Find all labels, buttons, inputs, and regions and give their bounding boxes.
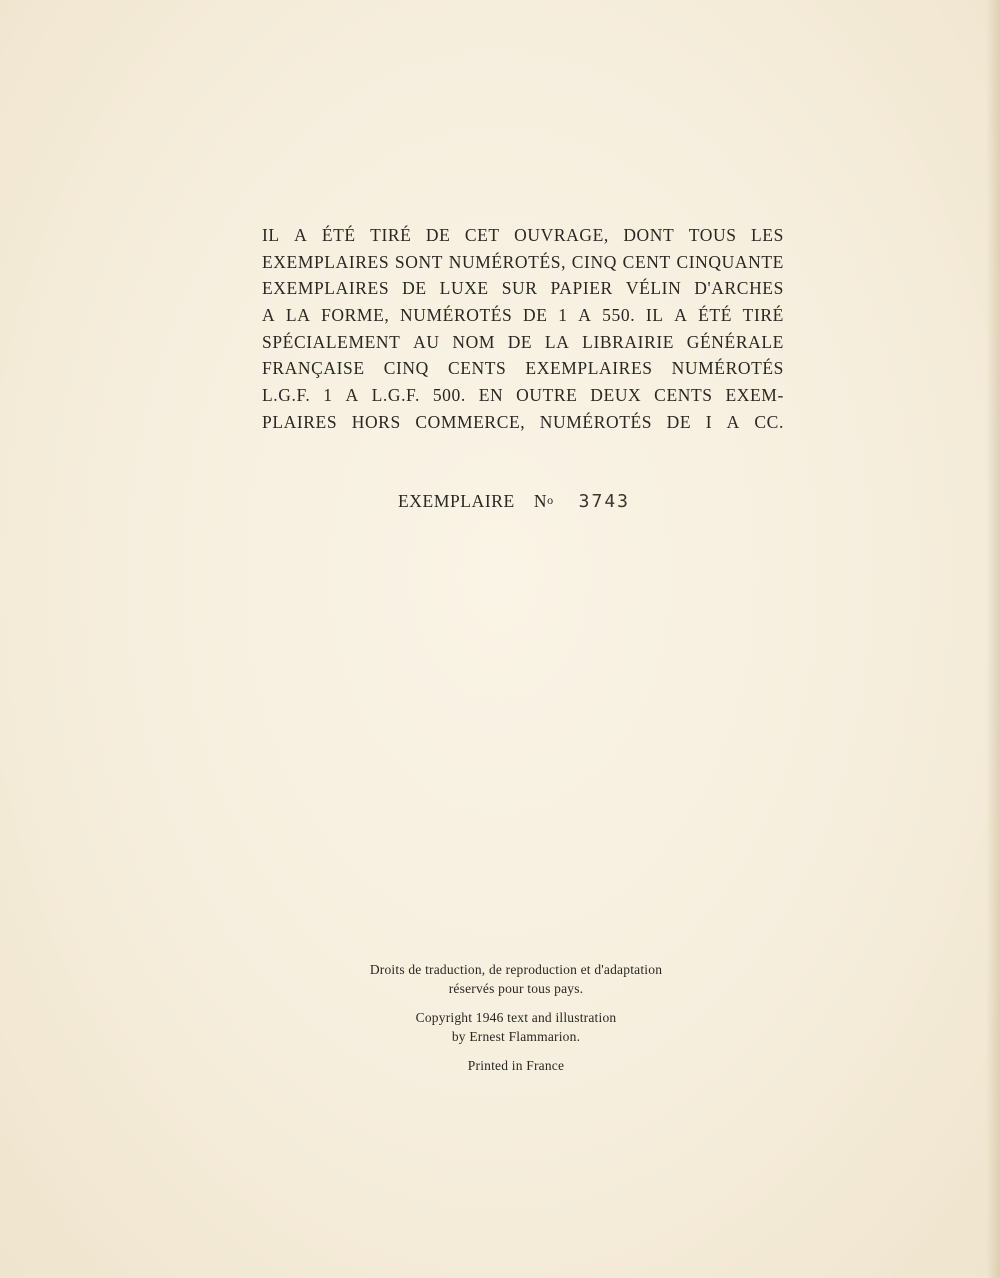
edition-notice bbox=[262, 222, 784, 436]
notice-word: SPÉCIALEMENT bbox=[262, 331, 401, 352]
notice-word: DEUX bbox=[590, 385, 642, 406]
notice-word: LA bbox=[544, 331, 570, 352]
notice-word: EXEMPLAIRES bbox=[262, 278, 390, 299]
notice-word: CC. bbox=[754, 411, 784, 432]
notice-word: AU bbox=[413, 331, 440, 352]
notice-word: EXEM- bbox=[725, 385, 784, 406]
notice-word: A bbox=[294, 225, 308, 245]
notice-word: FRANÇAISE bbox=[262, 358, 365, 379]
notice-word: DE bbox=[666, 411, 692, 432]
notice-word: VÉLIN bbox=[625, 278, 682, 299]
notice-word: A bbox=[345, 385, 359, 406]
notice-word: LA bbox=[285, 305, 311, 326]
notice-word: CET bbox=[464, 225, 500, 245]
notice-word: EXEMPLAIRES bbox=[525, 358, 653, 379]
notice-word: TIRÉ bbox=[742, 305, 784, 326]
notice-word: FORME, bbox=[321, 305, 390, 326]
notice-word: SUR bbox=[501, 278, 538, 299]
notice-word: IL bbox=[262, 225, 280, 245]
notice-word: NUMÉROTÉS bbox=[539, 411, 653, 432]
notice-word: CINQUANTE bbox=[676, 251, 784, 272]
notice-word: 550. bbox=[602, 305, 636, 326]
notice-word: A bbox=[578, 305, 592, 326]
copyright-line: by Ernest Flammarion. bbox=[451, 1029, 581, 1044]
notice-word: ÉTÉ bbox=[698, 305, 732, 326]
notice-word: CINQ bbox=[571, 251, 617, 272]
notice-word: DE bbox=[402, 278, 427, 299]
notice-line bbox=[262, 302, 784, 329]
notice-line bbox=[262, 409, 784, 436]
notice-word: PAPIER bbox=[550, 278, 613, 299]
notice-word: A bbox=[674, 305, 688, 326]
notice-word: ÉTÉ bbox=[321, 225, 356, 245]
notice-word: OUTRE bbox=[516, 385, 578, 406]
notice-word: GÉNÉRALE bbox=[686, 331, 784, 352]
notice-line bbox=[262, 355, 784, 382]
rights-notice bbox=[300, 960, 732, 1075]
notice-word: D'ARCHES bbox=[694, 278, 784, 299]
notice-word: CINQ bbox=[383, 358, 429, 379]
notice-line bbox=[262, 382, 784, 409]
notice-word: LIBRAIRIE bbox=[582, 331, 675, 352]
page-edge-shadow bbox=[986, 0, 1000, 1278]
notice-word: LUXE bbox=[439, 278, 489, 299]
notice-word: LES bbox=[751, 225, 784, 245]
notice-word: TIRÉ bbox=[370, 225, 412, 245]
copy-number-value: 3743 bbox=[578, 491, 631, 512]
notice-line bbox=[262, 329, 784, 356]
copy-number bbox=[398, 491, 630, 512]
copy-number-abbrev: $N^o$ bbox=[533, 491, 554, 511]
notice-word: DE bbox=[523, 305, 548, 326]
notice-word: TOUS bbox=[688, 225, 737, 245]
notice-word: DE bbox=[507, 331, 533, 352]
notice-word: CENT bbox=[622, 251, 671, 272]
notice-line bbox=[262, 275, 784, 302]
copyright-line: Copyright 1946 text and illustration bbox=[415, 1010, 617, 1025]
notice-word: HORS bbox=[351, 411, 401, 432]
printed-in-line: Printed in France bbox=[467, 1058, 565, 1073]
notice-word: L.G.F. bbox=[371, 385, 420, 406]
notice-word: EN bbox=[478, 385, 504, 406]
notice-word: EXEMPLAIRES bbox=[262, 251, 390, 272]
notice-word: DONT bbox=[623, 225, 675, 245]
notice-word: 1 bbox=[323, 385, 333, 406]
notice-word: 500. bbox=[432, 385, 466, 406]
copy-number-label: EXEMPLAIRE bbox=[398, 491, 515, 511]
notice-word: IL bbox=[645, 305, 664, 326]
notice-word: DE bbox=[425, 225, 451, 245]
notice-word: A bbox=[726, 411, 740, 432]
notice-word: COMMERCE, bbox=[415, 411, 526, 432]
notice-word: NUMÉROTÉS bbox=[400, 305, 513, 326]
notice-word: OUVRAGE, bbox=[514, 225, 609, 245]
notice-word: CENTS bbox=[654, 385, 713, 406]
notice-word: NOM bbox=[452, 331, 495, 352]
notice-line bbox=[262, 222, 784, 249]
rights-line: Droits de traduction, de reproduction et d'adaptation bbox=[369, 962, 663, 977]
notice-word: NUMÉROTÉS bbox=[671, 358, 784, 379]
notice-word: CENTS bbox=[447, 358, 507, 379]
notice-word: SONT bbox=[394, 251, 443, 272]
notice-word: PLAIRES bbox=[262, 411, 338, 432]
notice-word: I bbox=[705, 411, 713, 432]
rights-line: réservés pour tous pays. bbox=[448, 981, 584, 996]
notice-word: 1 bbox=[558, 305, 568, 326]
notice-word: A bbox=[262, 305, 276, 326]
notice-word: L.G.F. bbox=[262, 385, 311, 406]
notice-line bbox=[262, 249, 784, 276]
notice-word: NUMÉROTÉS, bbox=[448, 251, 567, 272]
